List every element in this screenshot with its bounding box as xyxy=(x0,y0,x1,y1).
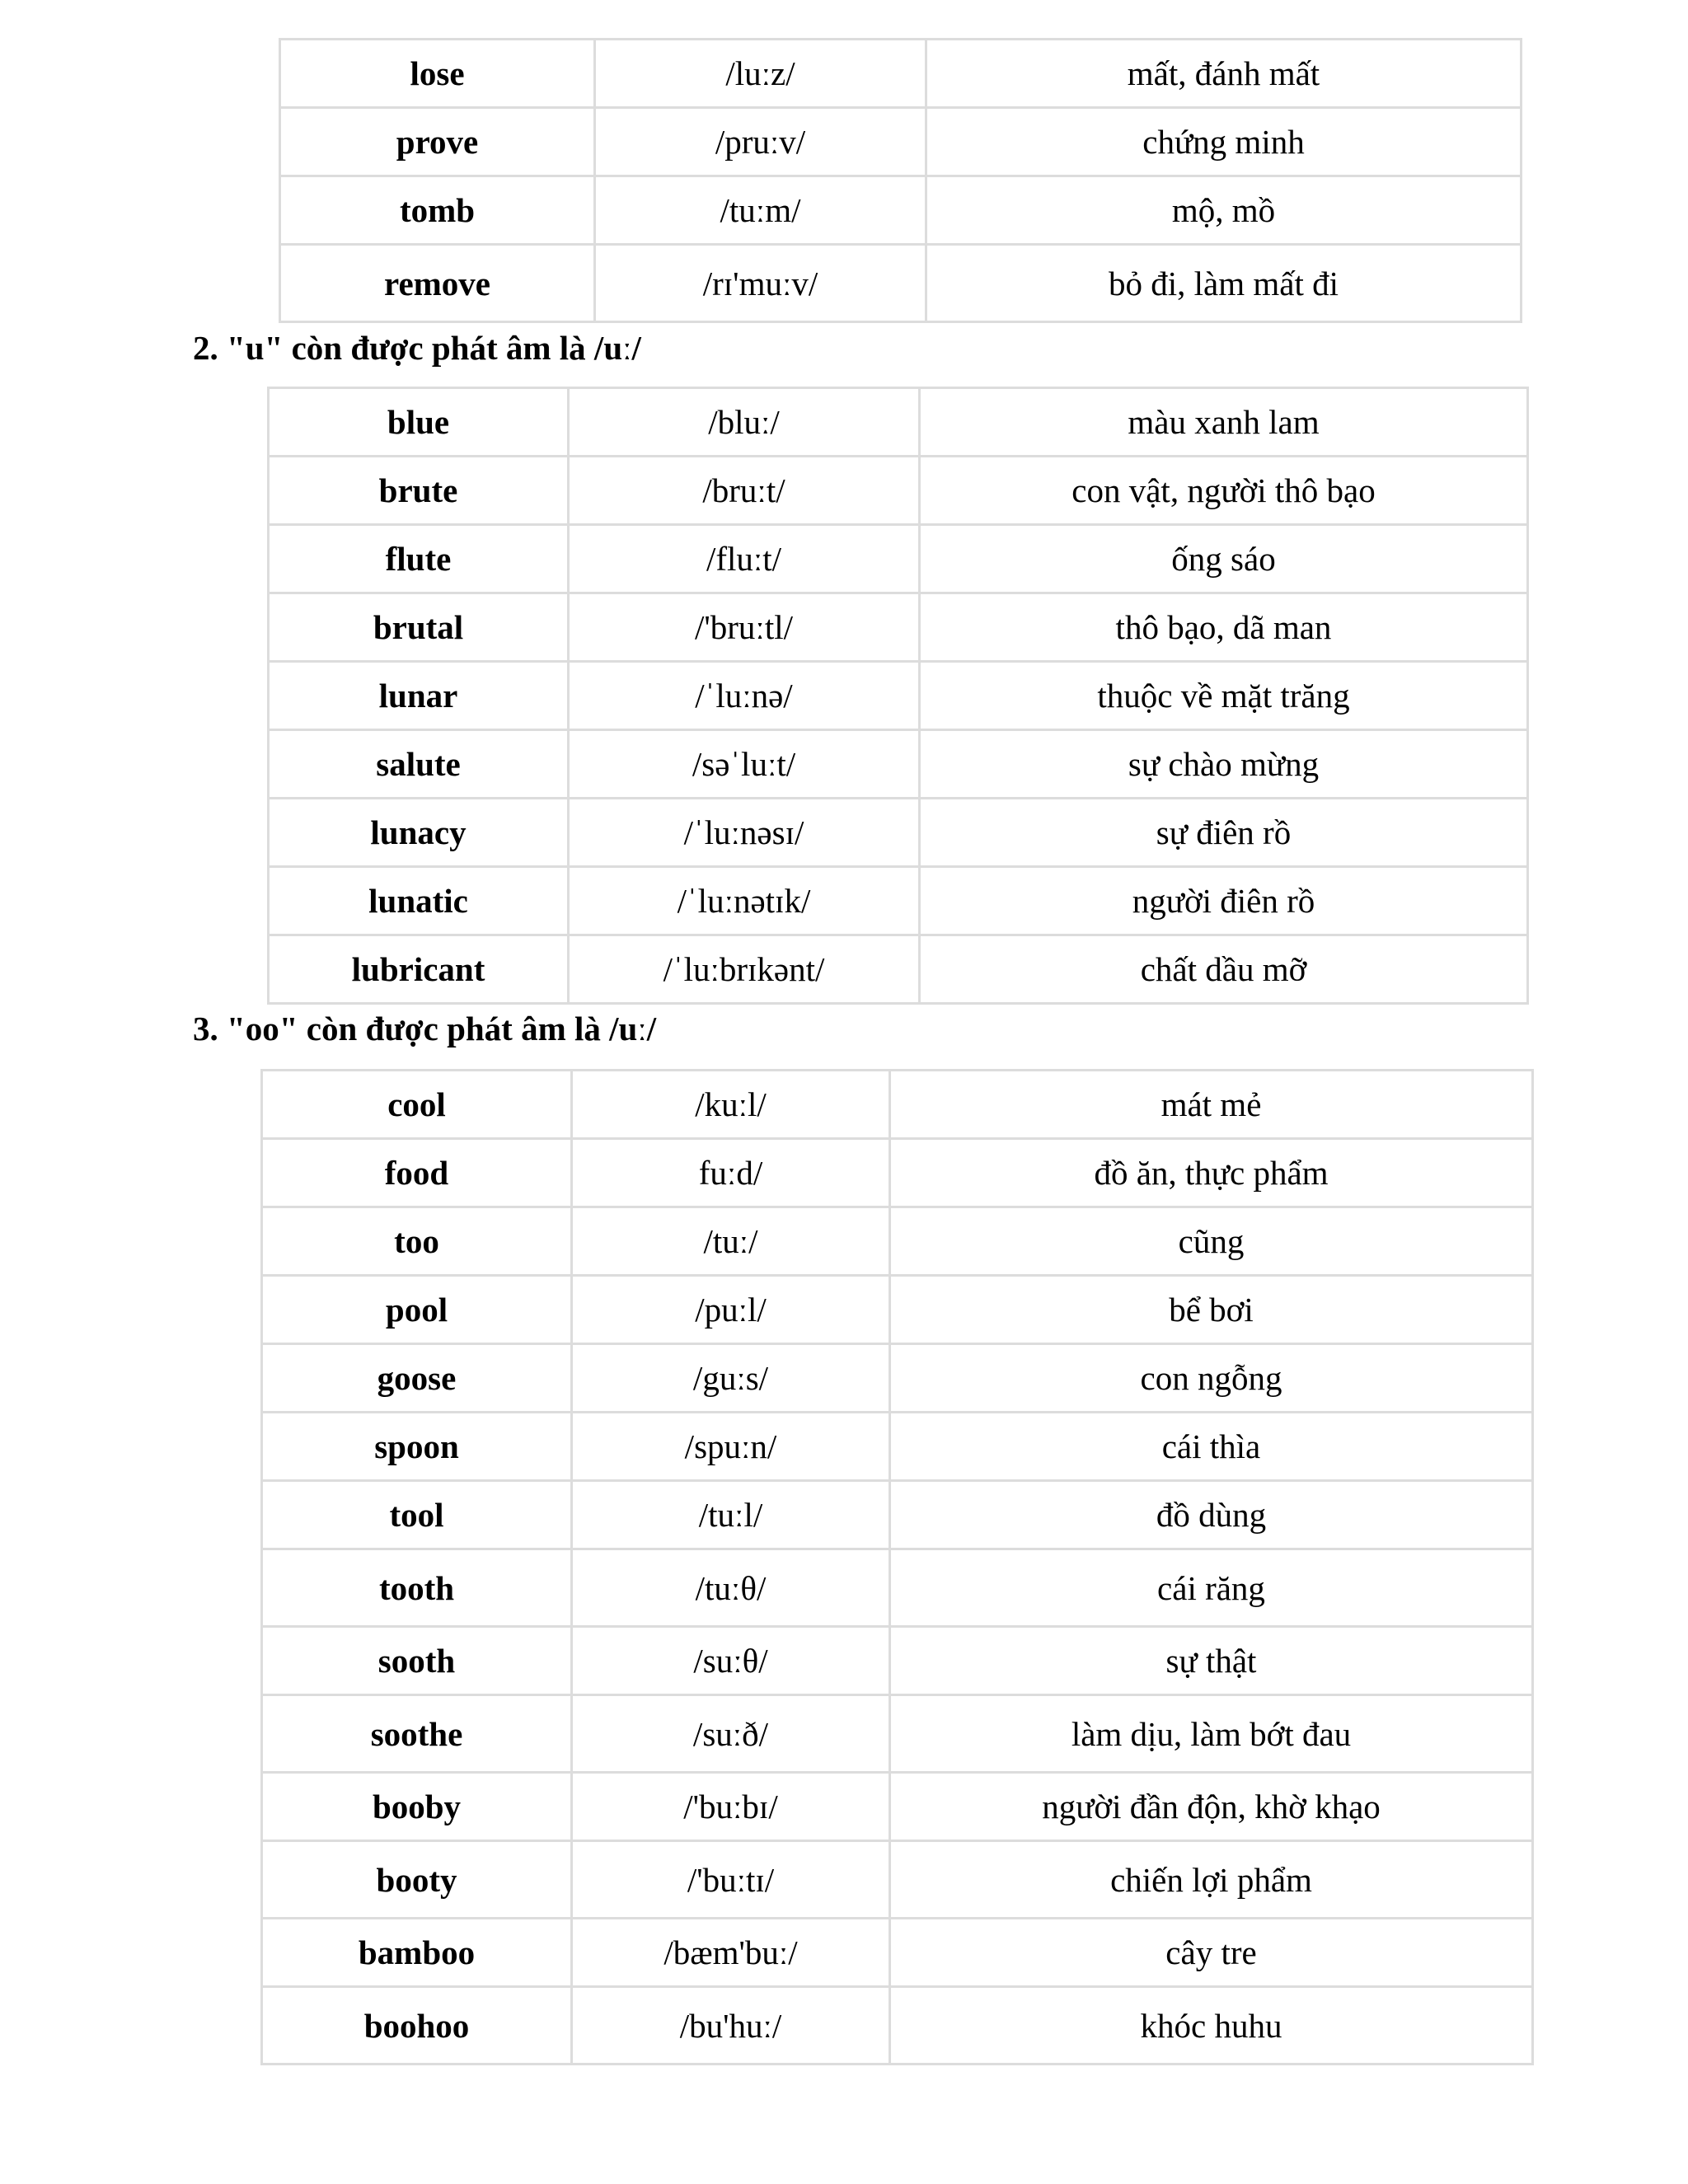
meaning-cell: mộ, mồ xyxy=(926,176,1522,245)
meaning-cell: con ngỗng xyxy=(890,1344,1533,1413)
table-row xyxy=(262,1841,1533,1919)
meaning-cell: chất dầu mỡ xyxy=(920,935,1528,1004)
meaning-cell: con vật, người thô bạo xyxy=(920,457,1528,525)
meaning-cell: bể bơi xyxy=(890,1276,1533,1344)
word-cell: goose xyxy=(262,1344,572,1413)
word-cell: brute xyxy=(269,457,569,525)
table-row xyxy=(280,40,1522,108)
table-row xyxy=(269,388,1528,457)
word-cell: boohoo xyxy=(262,1987,572,2064)
ipa-cell: /suːθ/ xyxy=(572,1627,890,1695)
ipa-cell: /ˈluːnəsɪ/ xyxy=(569,799,920,867)
meaning-cell: thô bạo, dã man xyxy=(920,593,1528,662)
ipa-cell: /tuːm/ xyxy=(595,176,926,245)
ipa-cell: /ˈluːbrɪkənt/ xyxy=(569,935,920,1004)
ipa-cell: /rɪ'muːv/ xyxy=(595,245,926,322)
vocab-table-3-body xyxy=(262,1071,1533,2064)
table-row xyxy=(269,593,1528,662)
word-cell: brutal xyxy=(269,593,569,662)
word-cell: bamboo xyxy=(262,1919,572,1987)
ipa-cell: /bu'huː/ xyxy=(572,1987,890,2064)
word-cell: lunatic xyxy=(269,867,569,935)
meaning-cell: sự điên rồ xyxy=(920,799,1528,867)
word-cell: flute xyxy=(269,525,569,593)
ipa-cell: /bluː/ xyxy=(569,388,920,457)
section-heading-u: 2. "u" còn được phát âm là /uː/ xyxy=(193,329,641,367)
table-row xyxy=(269,730,1528,799)
word-cell: tooth xyxy=(262,1549,572,1627)
ipa-cell: /'bruːtl/ xyxy=(569,593,920,662)
vocab-table-2 xyxy=(267,387,1529,1005)
table-row xyxy=(262,1344,1533,1413)
table-row xyxy=(269,935,1528,1004)
word-cell: pool xyxy=(262,1276,572,1344)
meaning-cell: ống sáo xyxy=(920,525,1528,593)
meaning-cell: mát mẻ xyxy=(890,1071,1533,1139)
section-heading-oo: 3. "oo" còn được phát âm là /uː/ xyxy=(193,1010,657,1047)
meaning-cell: sự thật xyxy=(890,1627,1533,1695)
word-cell: lose xyxy=(280,40,595,108)
word-cell: cool xyxy=(262,1071,572,1139)
meaning-cell: thuộc về mặt trăng xyxy=(920,662,1528,730)
word-cell: food xyxy=(262,1139,572,1207)
table-row xyxy=(269,799,1528,867)
word-cell: booty xyxy=(262,1841,572,1919)
table-row xyxy=(262,1207,1533,1276)
table-row xyxy=(262,1139,1533,1207)
table-row xyxy=(269,867,1528,935)
meaning-cell: người đần độn, khờ khạo xyxy=(890,1773,1533,1841)
table-row xyxy=(280,245,1522,322)
vocab-table-2-body xyxy=(269,388,1528,1004)
meaning-cell: đồ dùng xyxy=(890,1481,1533,1549)
word-cell: tool xyxy=(262,1481,572,1549)
table-row xyxy=(269,525,1528,593)
meaning-cell: mất, đánh mất xyxy=(926,40,1522,108)
word-cell: lunacy xyxy=(269,799,569,867)
ipa-cell: /tuːθ/ xyxy=(572,1549,890,1627)
meaning-cell: khóc huhu xyxy=(890,1987,1533,2064)
ipa-cell: /luːz/ xyxy=(595,40,926,108)
meaning-cell: cũng xyxy=(890,1207,1533,1276)
word-cell: lubricant xyxy=(269,935,569,1004)
word-cell: prove xyxy=(280,108,595,176)
vocab-table-1 xyxy=(279,38,1522,323)
ipa-cell: /ˈluːnətɪk/ xyxy=(569,867,920,935)
table-row xyxy=(262,1987,1533,2064)
table-row xyxy=(262,1627,1533,1695)
word-cell: remove xyxy=(280,245,595,322)
meaning-cell: sự chào mừng xyxy=(920,730,1528,799)
meaning-cell: màu xanh lam xyxy=(920,388,1528,457)
word-cell: sooth xyxy=(262,1627,572,1695)
ipa-cell: /tuː/ xyxy=(572,1207,890,1276)
word-cell: tomb xyxy=(280,176,595,245)
vocab-table-3 xyxy=(260,1069,1534,2065)
meaning-cell: chiến lợi phẩm xyxy=(890,1841,1533,1919)
ipa-cell: /guːs/ xyxy=(572,1344,890,1413)
ipa-cell: /bruːt/ xyxy=(569,457,920,525)
meaning-cell: cái thìa xyxy=(890,1413,1533,1481)
meaning-cell: làm dịu, làm bớt đau xyxy=(890,1695,1533,1773)
ipa-cell: /suːð/ xyxy=(572,1695,890,1773)
ipa-cell: /'buːbɪ/ xyxy=(572,1773,890,1841)
table-row xyxy=(262,1276,1533,1344)
ipa-cell: fuːd/ xyxy=(572,1139,890,1207)
meaning-cell: cây tre xyxy=(890,1919,1533,1987)
word-cell: salute xyxy=(269,730,569,799)
table-row xyxy=(262,1071,1533,1139)
word-cell: blue xyxy=(269,388,569,457)
table-row xyxy=(280,176,1522,245)
table-row xyxy=(262,1413,1533,1481)
ipa-cell: /spuːn/ xyxy=(572,1413,890,1481)
table-row xyxy=(262,1773,1533,1841)
meaning-cell: bỏ đi, làm mất đi xyxy=(926,245,1522,322)
meaning-cell: người điên rồ xyxy=(920,867,1528,935)
meaning-cell: cái răng xyxy=(890,1549,1533,1627)
word-cell: lunar xyxy=(269,662,569,730)
word-cell: booby xyxy=(262,1773,572,1841)
ipa-cell: /tuːl/ xyxy=(572,1481,890,1549)
ipa-cell: /səˈluːt/ xyxy=(569,730,920,799)
table-row xyxy=(269,662,1528,730)
table-row xyxy=(269,457,1528,525)
meaning-cell: đồ ăn, thực phẩm xyxy=(890,1139,1533,1207)
ipa-cell: /'buːtɪ/ xyxy=(572,1841,890,1919)
table-row xyxy=(262,1695,1533,1773)
ipa-cell: /kuːl/ xyxy=(572,1071,890,1139)
table-row xyxy=(280,108,1522,176)
ipa-cell: /bæm'buː/ xyxy=(572,1919,890,1987)
word-cell: too xyxy=(262,1207,572,1276)
vocab-table-1-body xyxy=(280,40,1522,322)
table-row xyxy=(262,1919,1533,1987)
table-row xyxy=(262,1549,1533,1627)
table-row xyxy=(262,1481,1533,1549)
ipa-cell: /puːl/ xyxy=(572,1276,890,1344)
ipa-cell: /ˈluːnə/ xyxy=(569,662,920,730)
ipa-cell: /fluːt/ xyxy=(569,525,920,593)
word-cell: spoon xyxy=(262,1413,572,1481)
meaning-cell: chứng minh xyxy=(926,108,1522,176)
word-cell: soothe xyxy=(262,1695,572,1773)
ipa-cell: /pruːv/ xyxy=(595,108,926,176)
